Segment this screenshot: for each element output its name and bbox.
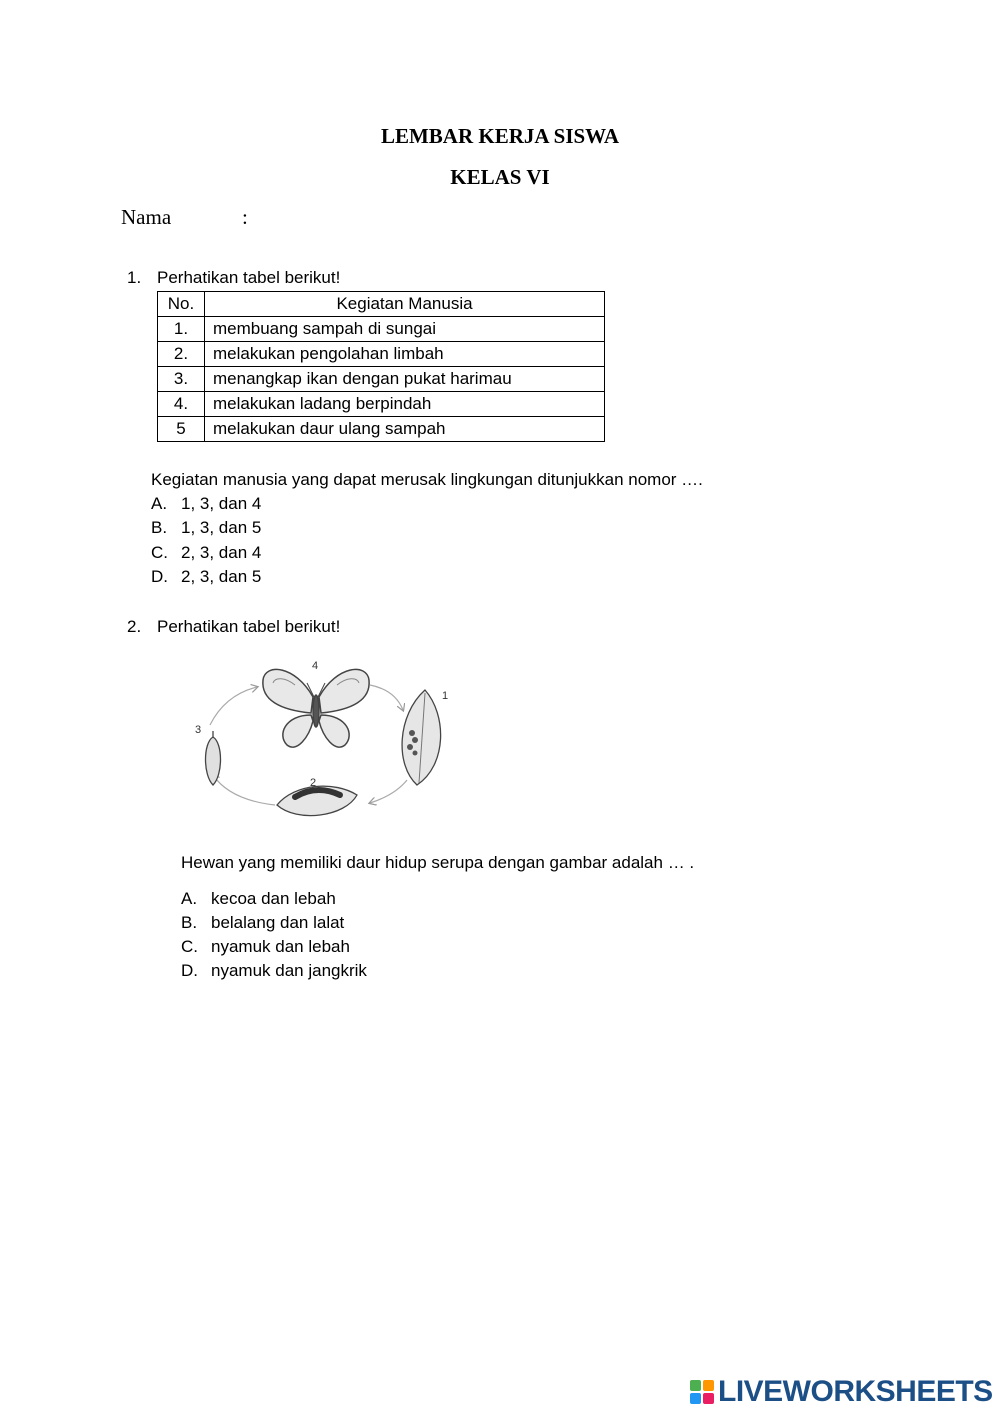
option-text: kecoa dan lebah xyxy=(211,889,336,908)
stage-label-4: 4 xyxy=(312,660,319,672)
option-letter: B. xyxy=(151,518,168,537)
table-header-activity: Kegiatan Manusia xyxy=(205,292,605,317)
pupa-icon xyxy=(206,731,221,785)
name-label: Nama xyxy=(121,205,172,229)
option-text: 1, 3, dan 5 xyxy=(181,518,262,537)
stage-label-3: 3 xyxy=(195,724,202,736)
caterpillar-on-leaf-icon xyxy=(277,786,357,815)
option-text: 2, 3, dan 4 xyxy=(181,543,262,562)
cycle-arrow xyxy=(210,687,257,725)
table-row xyxy=(158,342,605,367)
table-header-row xyxy=(158,292,605,317)
table-cell-no: 4. xyxy=(158,392,205,417)
question-prompt: Perhatikan tabel berikut! xyxy=(157,617,341,636)
cycle-arrow xyxy=(370,685,403,710)
butterfly-life-cycle-diagram xyxy=(185,655,470,835)
table-cell-activity: menangkap ikan dengan pukat harimau xyxy=(205,367,605,392)
table-cell-activity: melakukan pengolahan limbah xyxy=(205,342,605,367)
cycle-arrow xyxy=(213,775,275,805)
question-prompt: Perhatikan tabel berikut! xyxy=(157,268,341,287)
table-row xyxy=(158,317,605,342)
table-cell-no: 2. xyxy=(158,342,205,367)
option-text: 1, 3, dan 4 xyxy=(181,494,262,513)
option-letter: D. xyxy=(181,961,198,980)
liveworksheets-logo xyxy=(690,1374,993,1410)
table-cell-no: 3. xyxy=(158,367,205,392)
table-row xyxy=(158,392,605,417)
worksheet-title: LEMBAR KERJA SISWA xyxy=(380,124,620,148)
table-header-no: No. xyxy=(158,292,205,317)
table-cell-no: 5 xyxy=(158,417,205,442)
option-text: 2, 3, dan 5 xyxy=(181,567,262,586)
table-row xyxy=(158,417,605,442)
option-letter: D. xyxy=(151,567,168,586)
table-cell-activity: membuang sampah di sungai xyxy=(205,317,605,342)
activity-table xyxy=(157,291,605,442)
table-cell-activity: melakukan daur ulang sampah xyxy=(205,417,605,442)
question-number: 1. xyxy=(127,268,142,287)
option-text: nyamuk dan jangkrik xyxy=(211,961,367,980)
stage-label-2: 2 xyxy=(310,777,317,789)
option-letter: C. xyxy=(181,937,198,956)
table-row xyxy=(158,367,605,392)
option-letter: B. xyxy=(181,913,198,932)
cycle-arrow xyxy=(370,780,407,803)
leaf-with-eggs-icon xyxy=(402,690,441,785)
name-field xyxy=(121,205,248,230)
option-text: belalang dan lalat xyxy=(211,913,345,932)
option-text: nyamuk dan lebah xyxy=(211,937,350,956)
logo-wordmark: LIVEWORKSHEETS xyxy=(718,1375,993,1408)
class-subtitle: KELAS VI xyxy=(450,165,550,189)
butterfly-icon xyxy=(263,669,369,747)
option-letter: A. xyxy=(181,889,198,908)
table-cell-no: 1. xyxy=(158,317,205,342)
question-1-stem: Kegiatan manusia yang dapat merusak lingkungan ditunjukkan nomor …. xyxy=(151,470,703,489)
option-letter: C. xyxy=(151,543,168,562)
question-2-stem: Hewan yang memiliki daur hidup serupa dengan gambar adalah … . xyxy=(181,853,695,872)
logo-grid-icon xyxy=(690,1380,714,1404)
stage-label-1: 1 xyxy=(442,690,449,702)
table-cell-activity: melakukan ladang berpindah xyxy=(205,392,605,417)
name-colon: : xyxy=(242,205,248,229)
option-letter: A. xyxy=(151,494,168,513)
question-number: 2. xyxy=(127,617,142,636)
